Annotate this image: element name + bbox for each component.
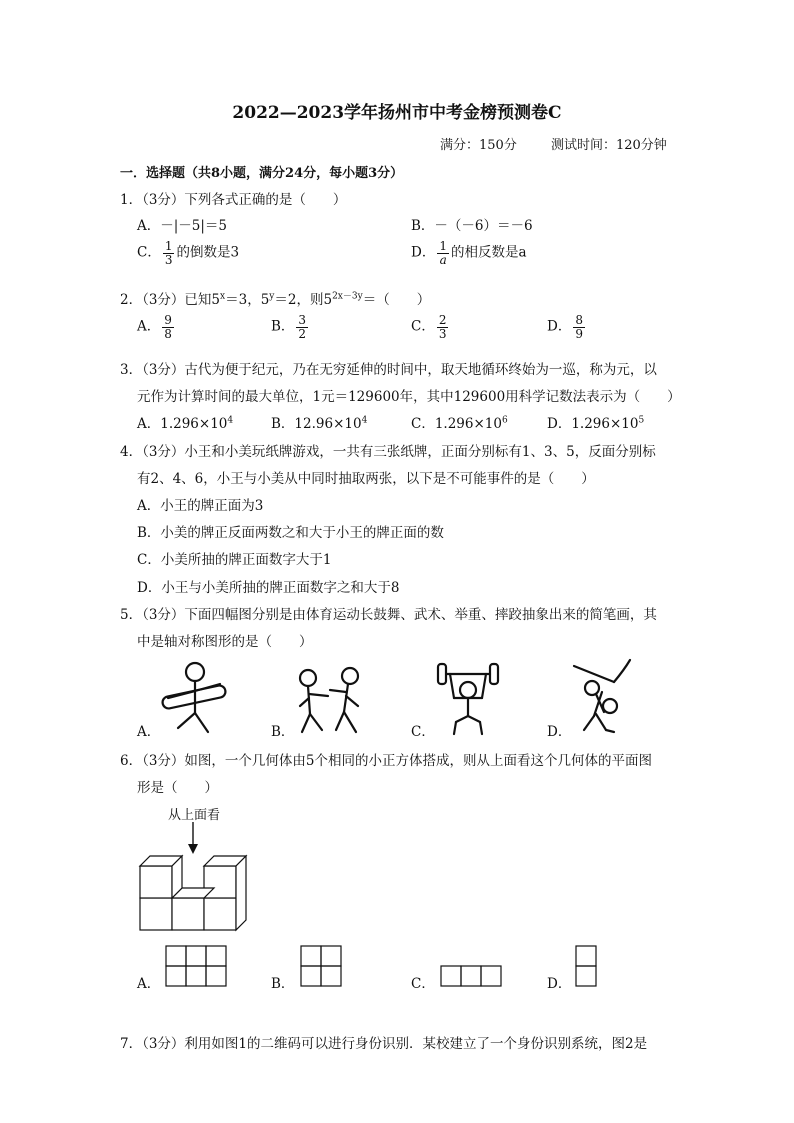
q5-figure-weightlifting: [432, 660, 512, 738]
q4-line1: 4．（3分）小王和小美玩纸牌游戏，一共有三张纸牌，正面分别标有1、3、5，反面分别标: [120, 444, 656, 460]
q3-line1: 3．（3分）古代为便于纪元，乃在无穷延伸的时间中，取天地循环终始为一巡，称为元，以: [120, 362, 657, 378]
q1-stem: 1．（3分）下列各式正确的是（ ）: [120, 192, 347, 208]
q3-option-b: B．$12.96\times 10^4$: [271, 415, 368, 432]
q5-figure-drum-dance: [150, 658, 240, 738]
q1-d-fraction: $\frac{1}{a}$: [439, 239, 447, 267]
q4-option-a: A．小王的牌正面为3: [137, 498, 264, 514]
q5-line1: 5．（3分）下面四幅图分别是由体育运动长鼓舞、武术、举重、摔跤抽象出来的简笔画，其: [120, 607, 657, 623]
q6-cube-solid: [138, 855, 250, 933]
q3-option-d: D．$1.296\times 10^5$: [547, 415, 645, 432]
q5-figure-wrestling: [568, 656, 638, 738]
q5-figure-martial-arts: [292, 662, 372, 738]
q2-option-a: A． $\frac{9}{8}$: [137, 313, 172, 341]
q3-option-a: A．$1.296\times 10^4$: [137, 415, 234, 432]
q1-option-b: B．－（－6）＝－6: [411, 218, 533, 234]
q6-line2: 形是（ ）: [137, 780, 218, 796]
q1-option-a: A．－|－5|＝5: [137, 218, 228, 234]
q6-option-b-grid: [300, 945, 344, 989]
test-time: 测试时间：120分钟: [550, 138, 667, 153]
q1-c-fraction: $\frac{1}{3}$: [164, 239, 173, 267]
full-score: 满分：150分: [440, 138, 517, 153]
q1-c-text: 的倒数是3: [176, 244, 240, 261]
q6-label-d: D．: [547, 976, 572, 992]
q5-label-c: C．: [411, 724, 435, 740]
q5-line2: 中是轴对称图形的是（ ）: [137, 634, 313, 650]
q6-label-a: A．: [137, 976, 161, 992]
q4-option-b: B．小美的牌正反面两数之和大于小王的牌正面的数: [137, 525, 444, 541]
q6-label-c: C．: [411, 976, 435, 992]
section-heading: 一．选择题（共8小题，满分24分，每小题3分）: [120, 166, 404, 181]
q5-label-a: A．: [137, 724, 161, 740]
q2-option-c: C． $\frac{2}{3}$: [411, 313, 447, 341]
q2-option-d: D． $\frac{8}{9}$: [547, 313, 583, 341]
down-arrow-icon: [186, 822, 206, 856]
q1-option-c: [137, 240, 239, 266]
q6-label-b: B．: [271, 976, 295, 992]
q5-label-d: D．: [547, 724, 572, 740]
q4-line2: 有2、4、6，小王与小美从中同时抽取两张，以下是不可能事件的是（ ）: [137, 471, 595, 487]
q6-option-a-grid: [165, 945, 229, 989]
q1-c-label: C．: [137, 244, 161, 261]
q2-stem: 2．（3分）已知$5^x=3$，$5^y=2$，则$5^{2x-3y}=$（ ）: [120, 291, 431, 308]
q3-option-c: C．$1.296\times 10^6$: [411, 415, 508, 432]
q4-option-d: D．小王与小美所抽的牌正面数字之和大于8: [137, 580, 400, 596]
q3-line2: 元作为计算时间的最大单位，1元＝129600年，其中129600用科学记数法表示为（ ）: [137, 389, 681, 405]
q6-view-label: 从上面看: [168, 808, 221, 823]
q1-d-text: 的相反数是a: [450, 244, 527, 261]
q4-option-c: C．小美所抽的牌正面数字大于1: [137, 552, 332, 568]
q6-line1: 6．（3分）如图，一个几何体由5个相同的小正方体搭成，则从上面看这个几何体的平面图: [120, 753, 653, 769]
q1-d-label: D．: [411, 244, 436, 261]
q5-label-b: B．: [271, 724, 295, 740]
q6-option-d-grid: [575, 945, 599, 989]
q6-option-c-grid: [440, 965, 504, 989]
q1-option-d: [411, 240, 527, 266]
exam-meta: [440, 134, 697, 153]
page-title: 2022—2023学年扬州市中考金榜预测卷C: [232, 103, 562, 123]
q2-option-b: B． $\frac{3}{2}$: [271, 313, 307, 341]
q7-line1: 7．（3分）利用如图1的二维码可以进行身份识别．某校建立了一个身份识别系统，图2是: [120, 1036, 648, 1052]
